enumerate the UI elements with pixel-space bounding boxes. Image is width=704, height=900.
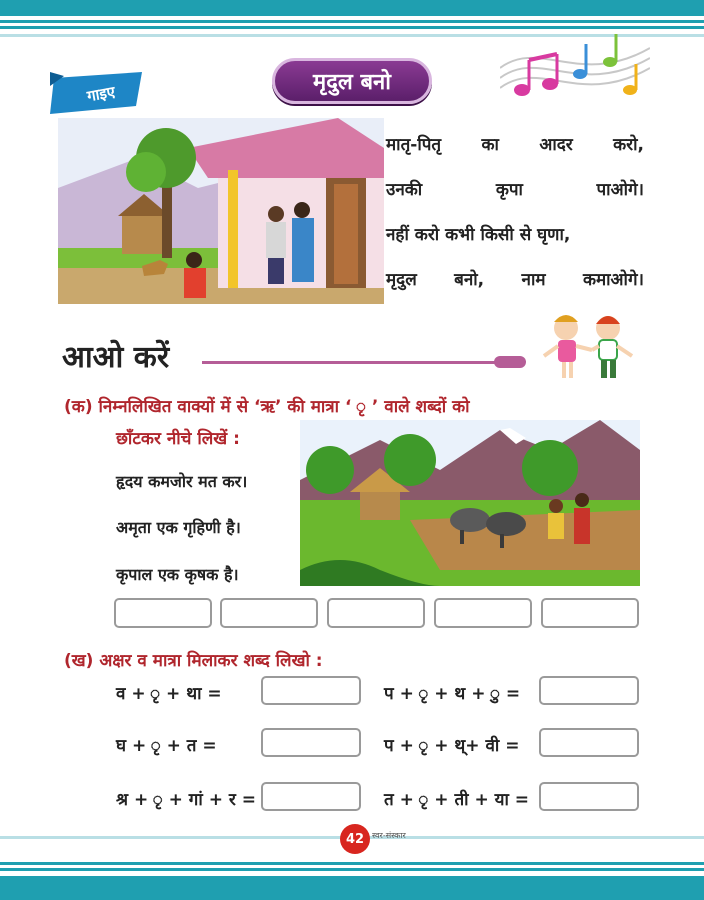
equation-right-1: प + ृ + थ + ु = [384, 684, 521, 704]
poem-line-4: मृदुल बनो, नाम कमाओगे। [386, 270, 644, 290]
music-notes-icon [500, 28, 650, 108]
bottom-stripe-thin-2 [0, 868, 704, 871]
answer-box-3[interactable] [327, 598, 425, 628]
equation-right-2: प + ृ + थ्+ वी = [384, 736, 520, 756]
equation-left-3-answer[interactable] [261, 782, 361, 811]
equation-right-3-answer[interactable] [539, 782, 639, 811]
village-house-illustration [58, 118, 384, 304]
sentence-3: कृपाल एक कृषक है। [116, 565, 239, 584]
banner-label: गाइए [85, 82, 117, 106]
answer-box-1[interactable] [114, 598, 212, 628]
heading-underline [202, 361, 500, 364]
activity-heading: आओ करें [62, 340, 170, 375]
equation-left-2: घ + ृ + त = [116, 736, 217, 756]
series-label: स्वर-संस्कार [372, 831, 406, 840]
page-number: 42 [340, 824, 370, 854]
answer-box-2[interactable] [220, 598, 318, 628]
dancing-kids-illustration [536, 312, 640, 384]
sentence-1: हृदय कमजोर मत कर। [116, 472, 248, 491]
farmer-ploughing-illustration [300, 420, 640, 586]
page-title: मृदुल बनो [272, 58, 432, 104]
poem-line-2: उनकी कृपा पाओगे। [386, 180, 644, 200]
equation-right-1-answer[interactable] [539, 676, 639, 705]
equation-left-1: व + ृ + था = [116, 684, 222, 704]
top-stripe [0, 0, 704, 16]
heading-underline-knob [494, 356, 526, 368]
bottom-stripe-thin [0, 862, 704, 865]
bottom-stripe [0, 876, 704, 900]
poem-line-1: मातृ-पितृ का आदर करो, [386, 135, 644, 155]
top-stripe-thin [0, 20, 704, 23]
poem-line-3: नहीं करो कभी किसी से घृणा, [386, 225, 571, 245]
section-a-label: (क) निम्नलिखित वाक्यों में से ‘ऋ’ की मात्रा ‘ ृ ’ वाले शब्दों को [64, 397, 470, 417]
equation-right-2-answer[interactable] [539, 728, 639, 757]
sentence-2: अमृता एक गृहिणी है। [116, 518, 241, 537]
equation-left-2-answer[interactable] [261, 728, 361, 757]
section-a-label-line2: छाँटकर नीचे लिखें : [116, 429, 240, 449]
answer-box-4[interactable] [434, 598, 532, 628]
answer-box-5[interactable] [541, 598, 639, 628]
equation-right-3: त + ृ + ती + या = [384, 790, 530, 810]
equation-left-3: श्र + ृ + गां + र = [116, 790, 256, 810]
section-b-label: (ख) अक्षर व मात्रा मिलाकर शब्द लिखो : [64, 651, 323, 671]
equation-left-1-answer[interactable] [261, 676, 361, 705]
